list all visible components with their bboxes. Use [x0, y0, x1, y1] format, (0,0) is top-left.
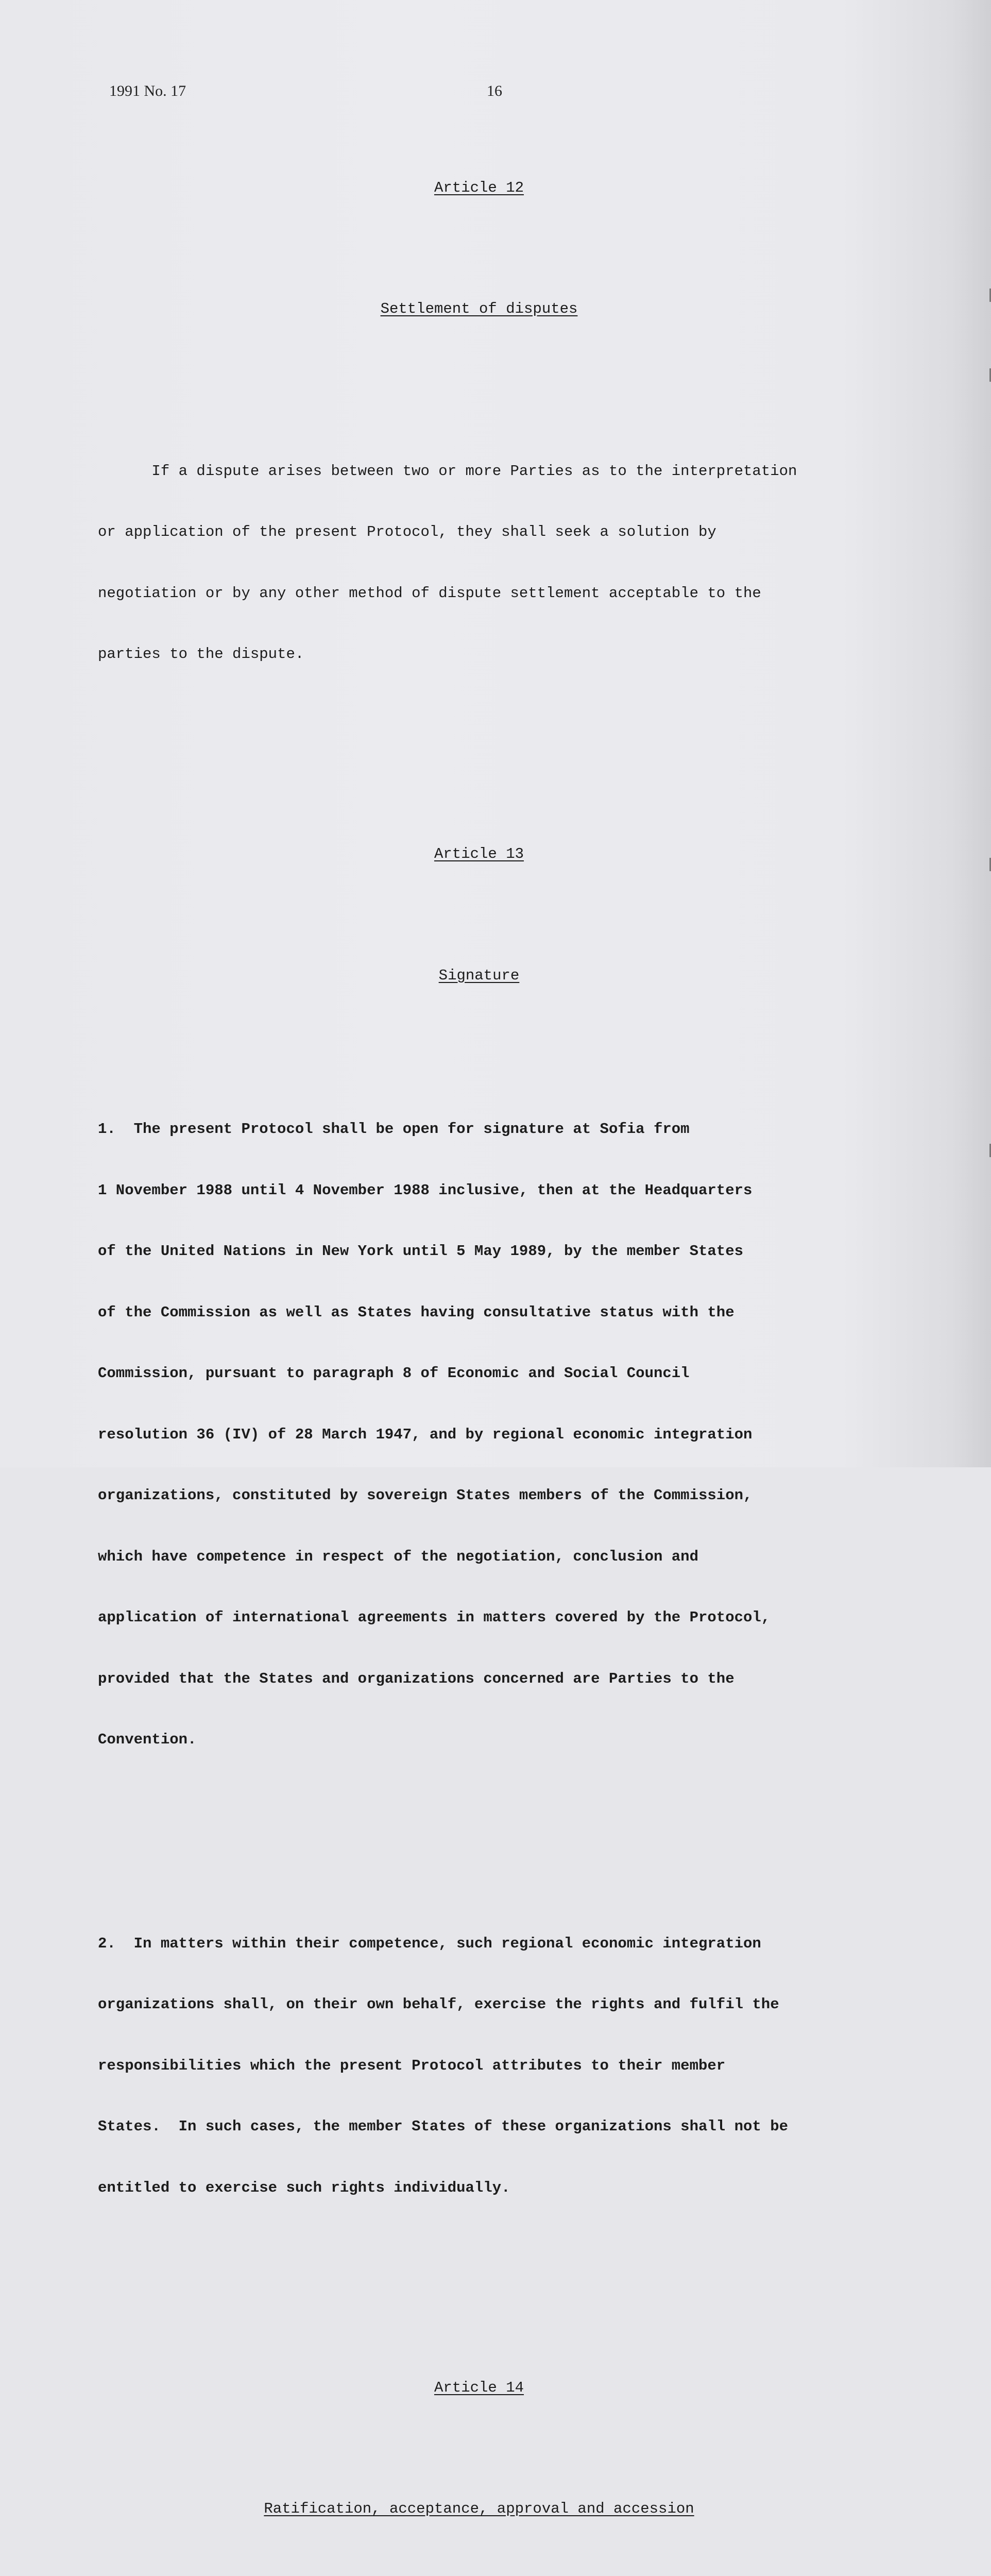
text-line: which have competence in respect of the negotiation, conclusion and	[98, 1548, 698, 1565]
text-line: of the Commission as well as States having consultative status with the	[98, 1303, 734, 1321]
article-12-title: Settlement of disputes	[380, 300, 578, 317]
text-line: application of international agreements in matters covered by the Protocol,	[98, 1609, 771, 1626]
article-13-paragraph-1	[98, 1078, 860, 1791]
article-13-title: Signature	[438, 967, 520, 984]
text-line: provided that the States and organizations concerned are Parties to the	[98, 1670, 734, 1687]
page-number: 16	[487, 82, 502, 99]
article-12-heading: Article 12	[434, 179, 524, 196]
text-line: 2. In matters within their competence, such regional economic integration	[98, 1935, 761, 1952]
article-14-heading: Article 14	[434, 2379, 524, 2396]
page-edge-mark	[984, 1144, 991, 1157]
text-line: 1 November 1988 until 4 November 1988 inclusive, then at the Headquarters	[98, 1181, 753, 1199]
text-line: Convention.	[98, 1731, 197, 1748]
text-line: of the United Nations in New York until 5 May 1989, by the member States	[98, 1243, 744, 1260]
text-line: parties to the dispute.	[98, 646, 304, 663]
text-line: negotiation or by any other method of dispute settlement acceptable to the	[98, 584, 761, 602]
article-12-text	[98, 420, 860, 705]
page-edge-mark	[984, 858, 991, 871]
text-line: 1. The present Protocol shall be open for signature at Sofia from	[98, 1121, 690, 1138]
article-13-paragraph-2	[98, 1893, 860, 2239]
article-13-heading: Article 13	[434, 845, 524, 862]
text-line: Commission, pursuant to paragraph 8 of Economic and Social Council	[98, 1365, 690, 1382]
text-line: States. In such cases, the member States of these organizations shall not be	[98, 2118, 789, 2135]
text-line: resolution 36 (IV) of 28 March 1947, and by regional economic integration	[98, 1426, 753, 1443]
document-body	[98, 116, 860, 2576]
text-line: responsibilities which the present Protocol attributes to their member	[98, 2057, 726, 2074]
text-line: If a dispute arises between two or more Parties as to the interpretation	[98, 462, 797, 480]
page-edge-mark	[984, 368, 991, 382]
text-line: or application of the present Protocol, they shall seek a solution by	[98, 523, 716, 540]
document-reference: 1991 No. 17	[109, 82, 186, 99]
page-edge-mark	[984, 289, 991, 302]
text-line: entitled to exercise such rights individually.	[98, 2179, 510, 2196]
article-14-title: Ratification, acceptance, approval and accession	[264, 2500, 694, 2517]
text-line: organizations, constituted by sovereign States members of the Commission,	[98, 1487, 753, 1504]
text-line: organizations shall, on their own behalf, exercise the rights and fulfil the	[98, 1996, 779, 2013]
